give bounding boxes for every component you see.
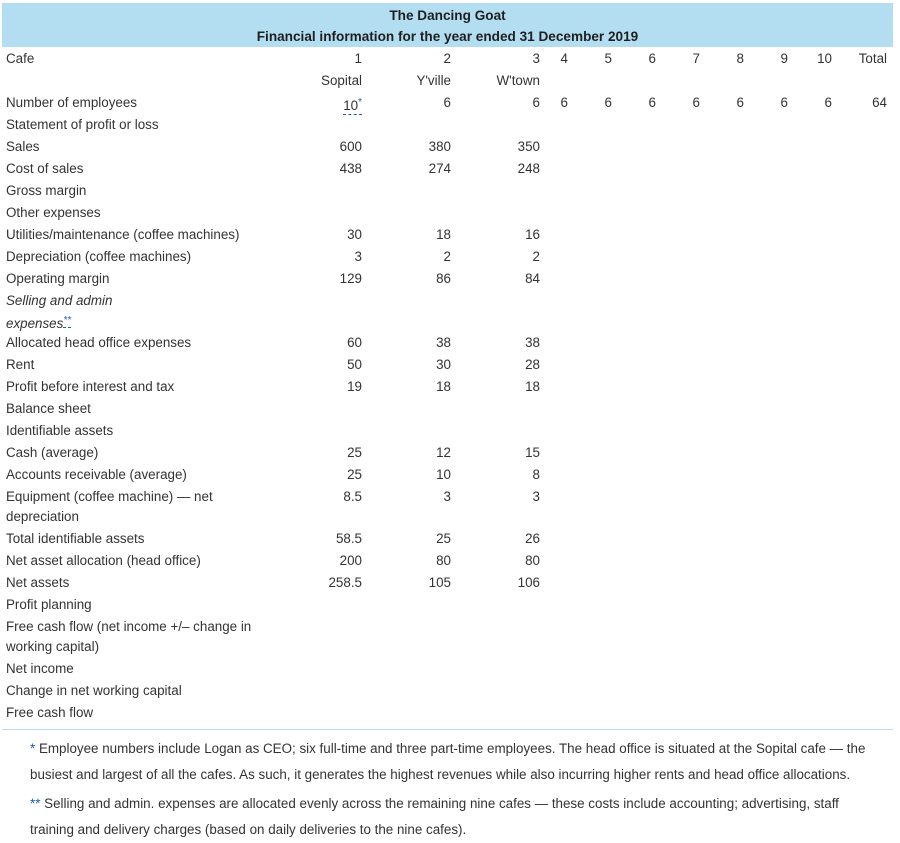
table-row [0,464,900,486]
table-row [0,658,900,680]
cell: 3 [532,489,540,504]
row-label: Rent [6,357,35,372]
col-header-9: 9 [780,51,788,66]
cell-value: 10 [343,98,359,113]
col-name-3: W'town [496,73,540,88]
table-row [0,290,900,334]
cell: 600 [339,139,362,154]
col-name-2: Y'ville [416,73,451,88]
table-row [0,92,900,114]
cell: 6 [780,95,788,110]
cell: 248 [517,161,540,176]
cell: 8 [532,467,540,482]
cell: 28 [525,357,540,372]
table-row [0,616,900,660]
cell: 60 [347,335,362,350]
table-row [0,114,900,136]
cell-total: 64 [872,95,887,110]
row-label: Number of employees [6,95,137,110]
cell: 8.5 [343,489,362,504]
cell: 10 [436,467,451,482]
footnote-text: Selling and admin. expenses are allocated evenly across the remaining nine cafes — these costs include accounting; advertising, staff training and delivery charges (based on daily deliveries to the nine cafes). [30,796,839,837]
cell: 25 [347,445,362,460]
table-row [0,136,900,158]
col-header-4: 4 [560,51,568,66]
cell: 12 [436,445,451,460]
cell: 6 [736,95,744,110]
footnote-mark: * [30,741,36,756]
cell: 58.5 [335,531,362,546]
cell: 19 [347,379,362,394]
row-label: Selling and admin expenses [6,293,113,331]
section-label: Other expenses [6,205,101,220]
col-header-6: 6 [648,51,656,66]
cell: 2 [532,249,540,264]
cell: 30 [347,227,362,242]
cell: 16 [525,227,540,242]
row-label: Cash (average) [6,445,99,460]
table-row [0,158,900,180]
col-name-1: Sopital [321,73,362,88]
row-label: Net income [6,661,74,676]
cell: 380 [428,139,451,154]
footnote-ref-link[interactable]: ** [63,315,72,326]
cell: 6 [648,95,656,110]
col-header-total: Total [858,51,887,66]
cell: 50 [347,357,362,372]
cell: 80 [525,553,540,568]
page-subtitle: Financial information for the year ended 31 December 2019 [256,29,639,44]
table-row [0,180,900,202]
table-row [0,202,900,224]
cell: 30 [436,357,451,372]
cell: 86 [436,271,451,286]
footnote-1 [30,736,885,788]
row-label: Cost of sales [6,161,84,176]
row-label: Utilities/maintenance (coffee machines) [6,227,240,242]
col-header-1: 1 [354,51,362,66]
table-row [0,268,900,290]
cell: 25 [347,467,362,482]
footnote-text: Employee numbers include Logan as CEO; six full-time and three part-time employees. The head office is situated at the Sopital cafe — the busiest and largest of all the cafes. As such, it generates the highest revenues while also incurring higher rents and head office allocations. [30,741,866,782]
cell: 3 [443,489,451,504]
cell: 106 [517,575,540,590]
row-label: Net asset allocation (head office) [6,553,201,568]
table-row [0,246,900,268]
table-row [0,486,900,530]
row-label: Profit before interest and tax [6,379,175,394]
cell: 129 [339,271,362,286]
row-label: Net assets [6,575,70,590]
row-label: Free cash flow [6,705,94,720]
header-row-names [0,70,900,92]
col-header-5: 5 [604,51,612,66]
table-row [0,376,900,398]
row-label: Change in net working capital [6,683,182,698]
row-label: Free cash flow (net income +/– change in working capital) [6,619,252,654]
cell: 200 [339,553,362,568]
table-row [0,702,900,724]
col-header-10: 10 [817,51,832,66]
header-row-numbers [0,48,900,70]
table-row [0,354,900,376]
footnote-mark: ** [30,796,41,811]
row-label: Gross margin [6,183,87,198]
table-row [0,550,900,572]
row-label: Allocated head office expenses [6,335,192,350]
footnote-2 [30,791,885,843]
footnote-divider [2,729,893,730]
row-label: Sales [6,139,40,154]
cell: 105 [428,575,451,590]
cell: 80 [436,553,451,568]
footnote-ref: * [358,97,362,108]
table-row [0,332,900,354]
cell: 25 [436,531,451,546]
title-band [2,3,893,47]
cell: 26 [525,531,540,546]
cell: 6 [560,95,568,110]
cell: 38 [525,335,540,350]
section-label: Statement of profit or loss [6,117,159,132]
cell: 3 [354,249,362,264]
col-header-3: 3 [532,51,540,66]
table-row [0,442,900,464]
page-title: The Dancing Goat [389,8,506,23]
section-label: Profit planning [6,597,92,612]
section-label-italic [6,291,131,334]
section-label: Balance sheet [6,401,91,416]
table-row [0,224,900,246]
header-label: Cafe [6,51,35,66]
col-header-7: 7 [692,51,700,66]
cell: 6 [824,95,832,110]
row-label: Depreciation (coffee machines) [6,249,192,264]
table-row [0,528,900,550]
cell: 6 [443,95,451,110]
section-label: Identifiable assets [6,423,114,438]
cell: 438 [339,161,362,176]
row-label: Total identifiable assets [6,531,145,546]
table-row [0,572,900,594]
cell: 6 [532,95,540,110]
col-header-8: 8 [736,51,744,66]
cell: 350 [517,139,540,154]
cell: 18 [436,227,451,242]
cell: 38 [436,335,451,350]
cell: 84 [525,271,540,286]
cell: 6 [692,95,700,110]
cell: 18 [436,379,451,394]
row-label: Operating margin [6,271,110,286]
cell: 258.5 [328,575,362,590]
table-row [0,398,900,420]
row-label: Accounts receivable (average) [6,467,187,482]
col-header-2: 2 [443,51,451,66]
table-row [0,594,900,616]
cell: 6 [604,95,612,110]
table-row [0,680,900,702]
cell: 18 [525,379,540,394]
cell: 2 [443,249,451,264]
cell: 274 [428,161,451,176]
employees-ref-link[interactable] [343,98,362,115]
row-label: Equipment (coffee machine) — net depreciation [6,489,213,524]
table-row [0,420,900,442]
cell: 15 [525,445,540,460]
